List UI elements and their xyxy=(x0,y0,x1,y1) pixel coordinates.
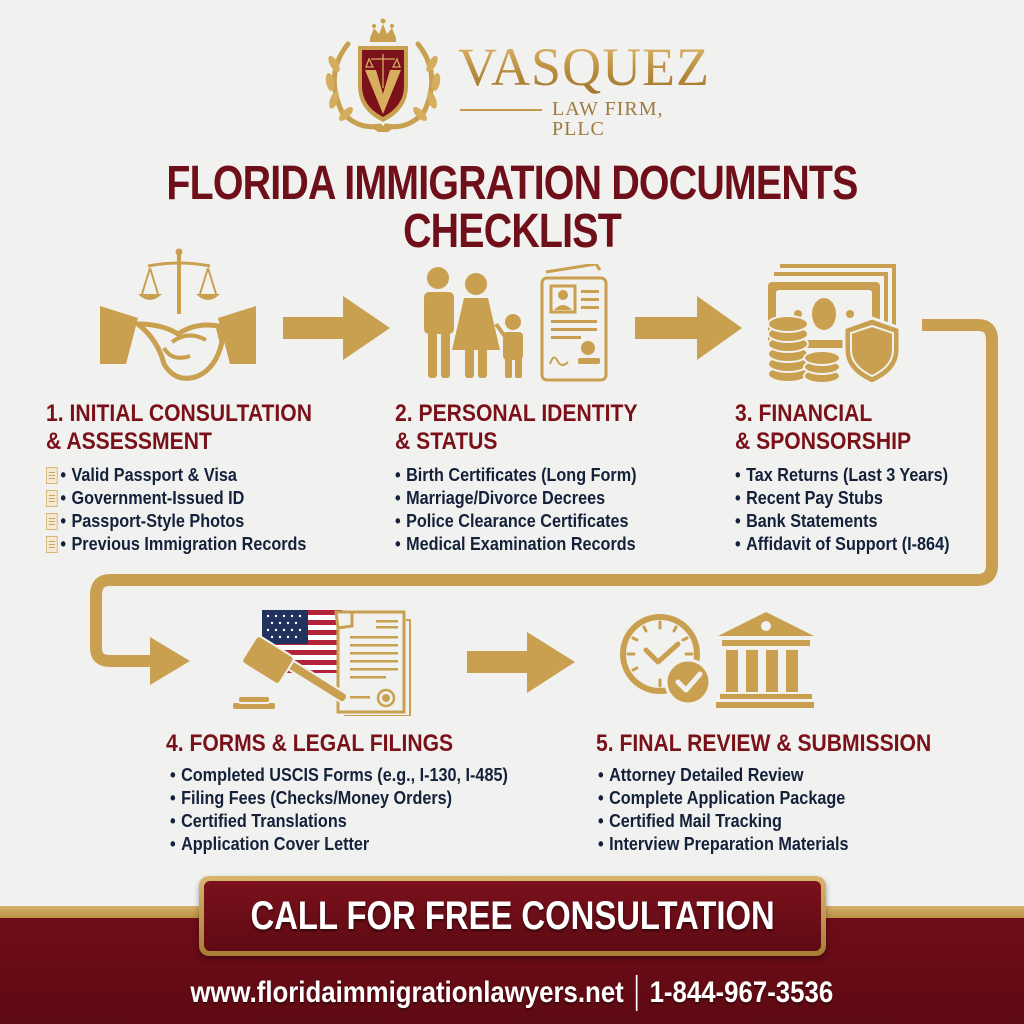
list-item: • Tax Returns (Last 3 Years) xyxy=(735,465,949,485)
document-icon xyxy=(46,467,58,484)
brand-divider xyxy=(460,109,542,111)
footer-divider xyxy=(636,975,638,1011)
step-3-list xyxy=(735,464,995,556)
list-item: • Certified Mail Tracking xyxy=(598,811,782,831)
step-5-list xyxy=(598,764,976,856)
arrow-right-icon xyxy=(635,296,742,360)
step-1-heading: 1. INITIAL CONSULTATION & ASSESSMENT xyxy=(46,400,312,455)
phone-link[interactable]: 1-844-967-3536 xyxy=(649,976,834,1009)
cta-label: CALL FOR FREE CONSULTATION xyxy=(250,893,775,938)
document-icon xyxy=(46,536,58,553)
page-title: FLORIDA IMMIGRATION DOCUMENTS CHECKLIST xyxy=(166,157,858,258)
arrow-right-icon xyxy=(467,632,575,693)
list-item: • Complete Application Package xyxy=(598,788,846,808)
step-2-personal-identity xyxy=(395,400,715,556)
step-3-heading: 3. FINANCIAL & SPONSORSHIP xyxy=(735,400,912,455)
firm-logo xyxy=(318,14,718,140)
money-coins-shield-icon xyxy=(766,262,906,386)
document-icon xyxy=(46,490,58,507)
step-1-list xyxy=(46,464,376,556)
list-item: • Police Clearance Certificates xyxy=(395,511,629,531)
list-item: • Interview Preparation Materials xyxy=(598,834,849,854)
step-2-heading: 2. PERSONAL IDENTITY & STATUS xyxy=(395,400,638,455)
list-item: • Application Cover Letter xyxy=(170,834,370,854)
gavel-flag-document-icon xyxy=(226,608,412,716)
list-item: • Previous Immigration Records xyxy=(46,533,343,556)
list-item: • Birth Certificates (Long Form) xyxy=(395,465,637,485)
arrow-right-icon xyxy=(150,637,190,685)
list-item: • Government-Issued ID xyxy=(46,487,343,510)
list-item: • Medical Examination Records xyxy=(395,534,636,554)
list-item: • Valid Passport & Visa xyxy=(46,464,343,487)
firm-name: VASQUEZ xyxy=(458,37,711,97)
step-5-final-review xyxy=(596,730,976,856)
step-1-initial-consultation xyxy=(46,400,376,556)
list-item: • Attorney Detailed Review xyxy=(598,765,804,785)
arrow-right-icon xyxy=(283,296,390,360)
step-4-list xyxy=(170,764,586,856)
list-item: • Filing Fees (Checks/Money Orders) xyxy=(170,788,453,808)
list-item: • Affidavit of Support (I-864) xyxy=(735,534,950,554)
website-link[interactable]: www.floridaimmigrationlawyers.net xyxy=(190,976,625,1009)
list-item: • Marriage/Divorce Decrees xyxy=(395,488,606,508)
family-document-icon xyxy=(418,264,612,382)
firm-subtitle: LAW FIRM, PLLC xyxy=(552,98,664,140)
step-5-heading: 5. FINAL REVIEW & SUBMISSION xyxy=(596,730,932,757)
shield-crest-laurel-icon xyxy=(318,14,448,136)
step-4-forms-legal-filings xyxy=(166,730,586,856)
list-item: • Bank Statements xyxy=(735,511,878,531)
step-4-heading: 4. FORMS & LEGAL FILINGS xyxy=(166,730,454,757)
list-item: • Passport-Style Photos xyxy=(46,510,343,533)
list-item: • Certified Translations xyxy=(170,811,347,831)
step-2-list xyxy=(395,464,715,556)
free-consultation-button[interactable] xyxy=(199,876,826,956)
document-icon xyxy=(46,513,58,530)
footer-contact xyxy=(0,975,1024,1011)
step-3-financial-sponsorship xyxy=(735,400,995,556)
clock-check-courthouse-icon xyxy=(618,610,814,710)
scales-handshake-icon xyxy=(98,244,258,386)
list-item: • Completed USCIS Forms (e.g., I-130, I-485) xyxy=(170,765,508,785)
list-item: • Recent Pay Stubs xyxy=(735,488,883,508)
